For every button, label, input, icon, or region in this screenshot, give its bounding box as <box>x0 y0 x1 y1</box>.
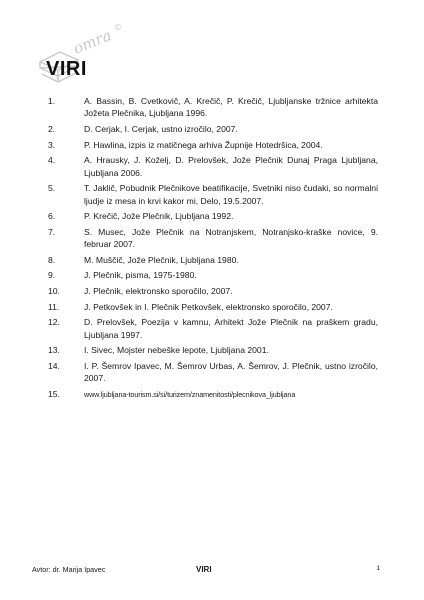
reference-item <box>48 316 378 341</box>
reference-number: 13. <box>48 345 60 356</box>
reference-item <box>48 226 378 251</box>
reference-number: 6. <box>48 211 56 222</box>
page-title: VIRI <box>46 58 87 80</box>
reference-text: D. Prelovšek, Poezija v kamnu, Arhitekt Jože Plečnik na praškem gradu, Ljubljana 1997. <box>84 317 378 340</box>
page-number: 1 <box>376 565 380 572</box>
reference-list <box>48 95 378 404</box>
reference-number: 2. <box>48 124 56 134</box>
reference-number: 5. <box>48 183 56 194</box>
reference-item <box>48 301 378 313</box>
reference-text: A. Bassin, B. Cvetkovič, A. Krečič, P. Krečič, Ljubljanske tržnice arhitekta Jožeta Plečnika, Ljubljana 1996. <box>84 96 378 119</box>
page-footer <box>32 565 380 579</box>
reference-text: D. Cerjak, I. Cerjak, ustno izročilo, 2007. <box>84 124 238 134</box>
footer-title: VIRI <box>196 565 212 574</box>
reference-text: M. Muščič, Jože Plečnik, Ljubljana 1980. <box>84 254 239 265</box>
reference-number: 12. <box>48 317 60 328</box>
footer-author: Avtor: dr. Marija Ipavec <box>32 565 106 574</box>
reference-number: 14. <box>48 360 60 371</box>
reference-number: 10. <box>48 285 60 296</box>
reference-text: P. Hawlina, izpis iz matičnega arhiva Župnije Hotedršica, 2004. <box>84 139 323 150</box>
reference-number: 11. <box>48 301 60 312</box>
reference-number: 7. <box>48 226 56 237</box>
reference-item <box>48 123 378 135</box>
reference-number: 9. <box>48 270 56 281</box>
reference-number: 8. <box>48 254 56 265</box>
reference-text: P. Krečič, Jože Plečnik, Ljubljana 1992. <box>84 211 234 222</box>
copyright-mark: © <box>114 23 122 32</box>
reference-number: 3. <box>48 139 56 150</box>
reference-text: J. Petkovšek in I. Plečnik Petkovšek, elektronsko sporočilo, 2007. <box>84 301 333 312</box>
reference-item <box>48 388 378 401</box>
reference-number: 4. <box>48 155 56 166</box>
reference-text: A. Hrausky, J. Koželj, D. Prelovšek, Jože Plečnik Dunaj Praga Ljubljana, Ljubljana 2006. <box>84 155 378 178</box>
reference-item <box>48 269 378 281</box>
reference-text: I. Sivec, Mojster nebeške lepote, Ljubljana 2001. <box>84 345 269 356</box>
reference-number: 15. <box>48 388 60 399</box>
reference-item <box>48 139 378 151</box>
reference-item <box>48 154 378 179</box>
reference-item <box>48 360 378 385</box>
reference-number: 1. <box>48 96 56 106</box>
reference-item <box>48 285 378 297</box>
reference-text: J. Plečnik, pisma, 1975-1980. <box>84 270 197 281</box>
reference-text: I. P. Šemrov Ipavec, M. Šemrov Urbas, A. Šemrov, J. Plečnik, ustno izročilo, 2007. <box>84 360 378 384</box>
reference-item <box>48 254 378 266</box>
reference-text: T. Jaklič, Pobudnik Plečnikove beatifikacije, Svetniki niso čudaki, so normalni ljudje iz mesa in krvi kakor mi, Delo, 19.5.2007. <box>84 183 378 206</box>
reference-text: S. Musec, Jože Plečnik na Notranjskem, Notranjsko-kraške novice, 9. februar 2007. <box>84 226 378 250</box>
reference-url[interactable]: www.ljubljana-tourism.si/si/turizem/znamenitosti/plecnikova_ljubljana <box>84 389 296 399</box>
reference-item <box>48 182 378 207</box>
reference-text: J. Plečnik, elektronsko sporočilo, 2007. <box>84 285 233 296</box>
reference-item <box>48 344 378 356</box>
reference-item <box>48 95 378 120</box>
reference-item <box>48 210 378 222</box>
logo-text: omra <box>70 26 115 58</box>
